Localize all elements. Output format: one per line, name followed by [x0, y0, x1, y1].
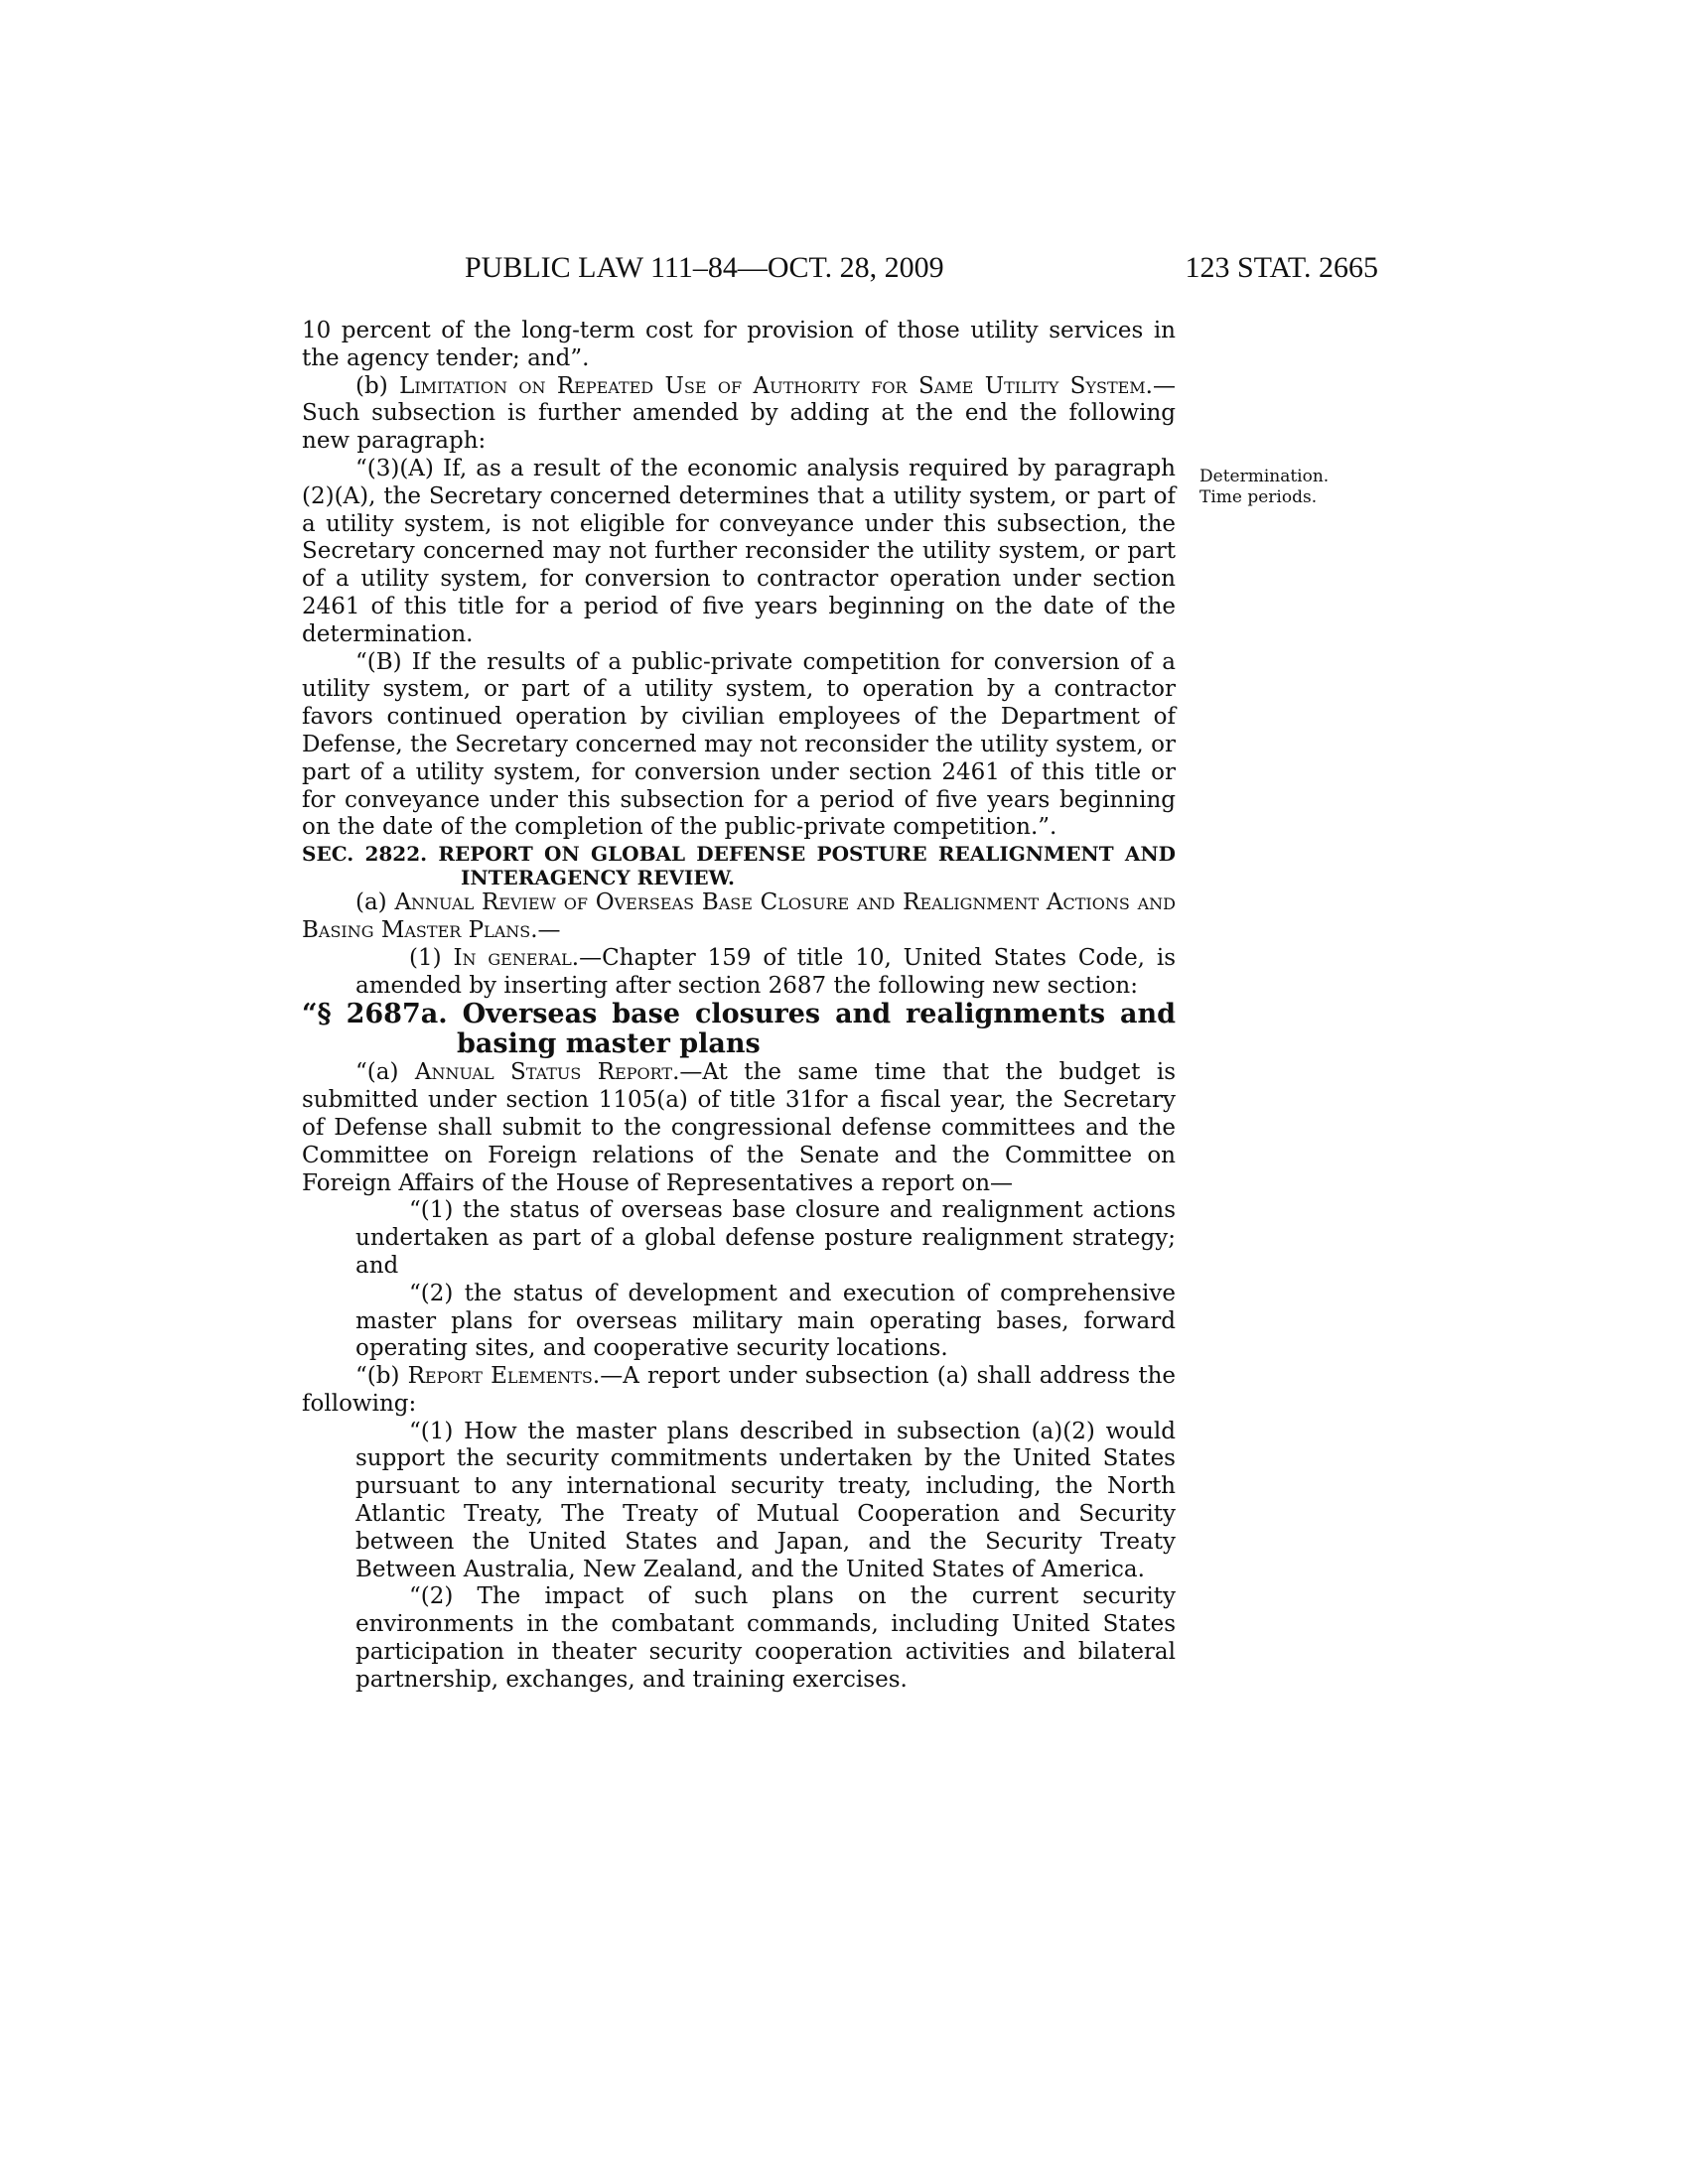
section-heading: SEC. 2822. REPORT ON GLOBAL DEFENSE POSTURE REALIGNMENT AND INTERAGENCY REVIEW.: [302, 842, 1176, 890]
paragraph-3a: “(3)(A) If, as a result of the economic analysis required by paragraph (2)(A), the Secretary concerned determines that a utility system, or part of a utility system, is not eligible for conveyance under this subsection, the Secretary concerned may not further reconsider the utility system, or part of a utility system, for conversion to contractor operation under section 2461 of this title for a period of five years beginning on the date of the determination.: [302, 455, 1176, 647]
new-subsection-a-text: —At the same time that the budget is submitted under section 1105(a) of title 31for a fiscal year, the Secretary of Defense shall submit to the congressional defense committees and the Committee on Foreign relations of the Senate and the Committee on Foreign Affairs of the House of Representatives a report on—: [302, 1059, 1176, 1196]
subsection-a-1-caption: In general.: [453, 944, 580, 971]
new-subsection-a-2: “(2) the status of development and execution of comprehensive master plans for overseas military main operating bases, forward operating sites, and cooperative security locations.: [355, 1280, 1176, 1362]
new-subsection-a-caption: Annual Status Report.: [414, 1059, 680, 1086]
subsection-a-caption: Annual Review of Overseas Base Closure and Realignment Actions and Basing Master Plans.: [302, 889, 1176, 943]
new-subsection-a: [302, 1059, 1176, 1197]
new-subsection-b: [302, 1363, 1176, 1419]
running-head-title: PUBLIC LAW 111–84—OCT. 28, 2009: [465, 251, 944, 284]
new-subsection-b-1: “(1) How the master plans described in subsection (a)(2) would support the security commitments undertaken by the United States pursuant to any international security treaty, including, the North Atlantic Treaty, The Treaty of Mutual Cooperation and Security between the United States and Japan, and the Security Treaty Between Australia, New Zealand, and the United States of America.: [355, 1418, 1176, 1582]
paragraph-3b: “(B) If the results of a public-private competition for conversion of a utility system, or part of a utility system, to operation by a contractor favors continued operation by civilian employees of the Department of Defense, the Secretary concerned may not reconsider the utility system, or part of a utility system, for conversion under section 2461 of this title or for conveyance under this subsection for a period of five years beginning on the date of the completion of the public-private competition.”.: [302, 648, 1176, 841]
new-subsection-b-prefix: “(b): [355, 1363, 408, 1390]
running-header: [465, 248, 1378, 288]
subsection-a-prefix: (a): [355, 889, 395, 916]
new-subsection-b-text: —A report under subsection (a) shall address the following:: [302, 1363, 1176, 1417]
new-subsection-b-2: “(2) The impact of such plans on the current security environments in the combatant commands, including United States participation in theater security cooperation activities and bilateral partnership, exchanges, and training exercises.: [355, 1583, 1176, 1693]
new-section-heading: “§ 2687a. Overseas base closures and realignments and basing master plans: [302, 999, 1176, 1060]
margin-note-time-periods: Time periods.: [1199, 487, 1318, 507]
margin-notes: [1199, 467, 1348, 508]
subsection-a: [302, 889, 1176, 945]
stat-page-number: 123 STAT. 2665: [1185, 251, 1378, 284]
subsection-a-dash: —: [537, 916, 561, 943]
paragraph-b-prefix: (b): [355, 372, 400, 399]
paragraph-continued: 10 percent of the long-term cost for provision of those utility services in the agency tender; and”.: [302, 318, 1176, 371]
subsection-a-1: [302, 945, 1176, 1001]
subsection-a-1-text: —Chapter 159 of title 10, United States Code, is amended by inserting after section 2687 the following new section:: [355, 944, 1177, 999]
new-subsection-a-1: “(1) the status of overseas base closure and realignment actions undertaken as part of a global defense posture realignment strategy; and: [355, 1197, 1176, 1279]
paragraph-b: [302, 373, 1176, 456]
statute-body: [302, 318, 1176, 1695]
new-subsection-a-prefix: “(a): [355, 1059, 415, 1086]
subsection-a-1-prefix: (1): [409, 944, 454, 971]
margin-note-determination: Determination.: [1199, 467, 1330, 486]
new-subsection-b-caption: Report Elements.: [407, 1363, 601, 1390]
paragraph-b-caption: Limitation on Repeated Use of Authority for Same Utility System.: [399, 372, 1153, 399]
paragraph-b-text: —Such subsection is further amended by adding at the end the following new paragraph:: [302, 372, 1176, 455]
